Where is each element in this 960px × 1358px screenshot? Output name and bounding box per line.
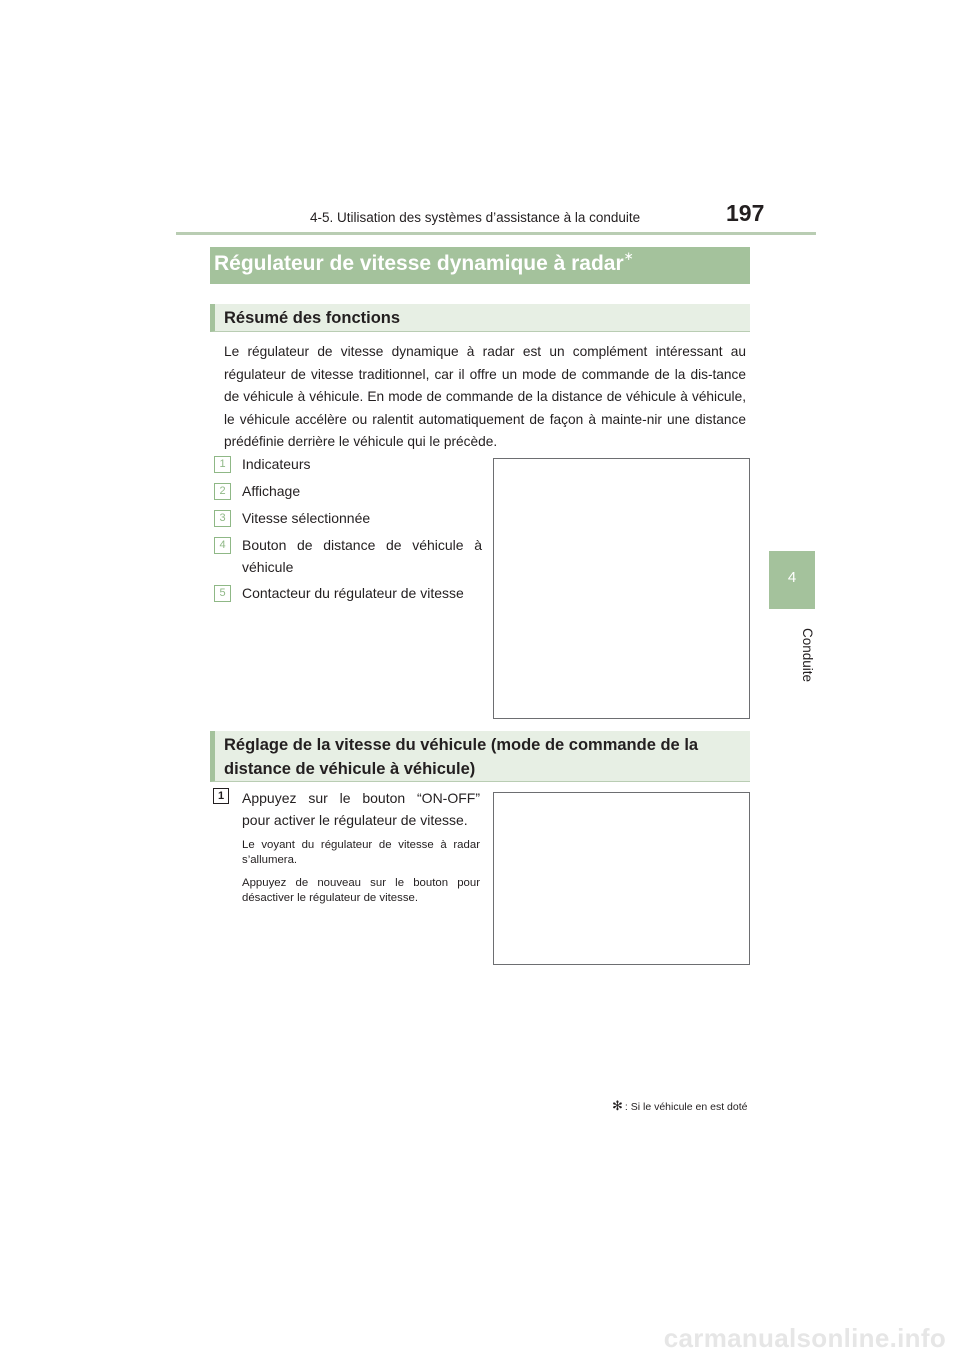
chapter-tab — [769, 551, 815, 609]
asterisk-icon: ✻ — [612, 1098, 623, 1113]
legend-number: 1 — [214, 456, 231, 473]
legend-label: Contacteur du régulateur de vitesse — [242, 585, 464, 601]
page-title-text: Régulateur de vitesse dynamique à radar — [214, 252, 624, 275]
asterisk-icon: ∗ — [623, 249, 634, 263]
page-title — [214, 249, 634, 276]
legend-number: 4 — [214, 537, 231, 554]
section-header-speed-setting: Réglage de la vitesse du véhicule (mode de commande de la distance de véhicule à véhicule) — [210, 731, 750, 782]
legend-number: 2 — [214, 483, 231, 500]
step-note: Le voyant du régulateur de vitesse à radar s’allumera. — [242, 839, 480, 866]
legend-number: 3 — [214, 510, 231, 527]
legend-label: Affichage — [242, 483, 301, 499]
page-number: 197 — [726, 200, 765, 226]
legend-number: 5 — [214, 585, 231, 602]
step-note: Appuyez de nouveau sur le bouton pour désactiver le régulateur de vitesse. — [242, 877, 480, 904]
intro-paragraph: Le régulateur de vitesse dynamique à radar est un complément intéressant au régulateur de vitesse traditionnel, car il offre un mode de commande de la dis-tance de véhicule à véhicule. En mode de commande de la distance de véhicule à véhicule, le véhicule accélère ou ralentit automatiquement de façon à mainte-nir une distance prédéfinie derrière le véhicule qui le précède. — [224, 344, 746, 449]
legend-label: Bouton de distance de véhicule à véhicule — [242, 537, 482, 575]
illustration-frame-onoff — [493, 792, 750, 965]
chapter-tab-label: Conduite — [800, 627, 815, 683]
step-number: 1 — [213, 788, 229, 804]
step-text: Appuyez sur le bouton “ON-OFF” pour activer le régulateur de vitesse. — [242, 790, 480, 828]
footnote-text: : Si le véhicule en est doté — [624, 1101, 748, 1113]
main-title-bar — [210, 247, 750, 284]
chapter-tab-number: 4 — [787, 569, 797, 586]
watermark: carmanualsonline.info — [663, 1323, 946, 1353]
legend-label: Indicateurs — [242, 456, 311, 472]
section-header-summary: Résumé des fonctions — [210, 304, 750, 332]
header-divider — [176, 232, 816, 235]
footnote — [612, 1098, 747, 1114]
legend-label: Vitesse sélectionnée — [242, 510, 371, 526]
illustration-frame-controls — [493, 458, 750, 719]
running-header-title: 4-5. Utilisation des systèmes d’assistance à la conduite — [310, 210, 641, 225]
watermark-band — [0, 1318, 960, 1358]
